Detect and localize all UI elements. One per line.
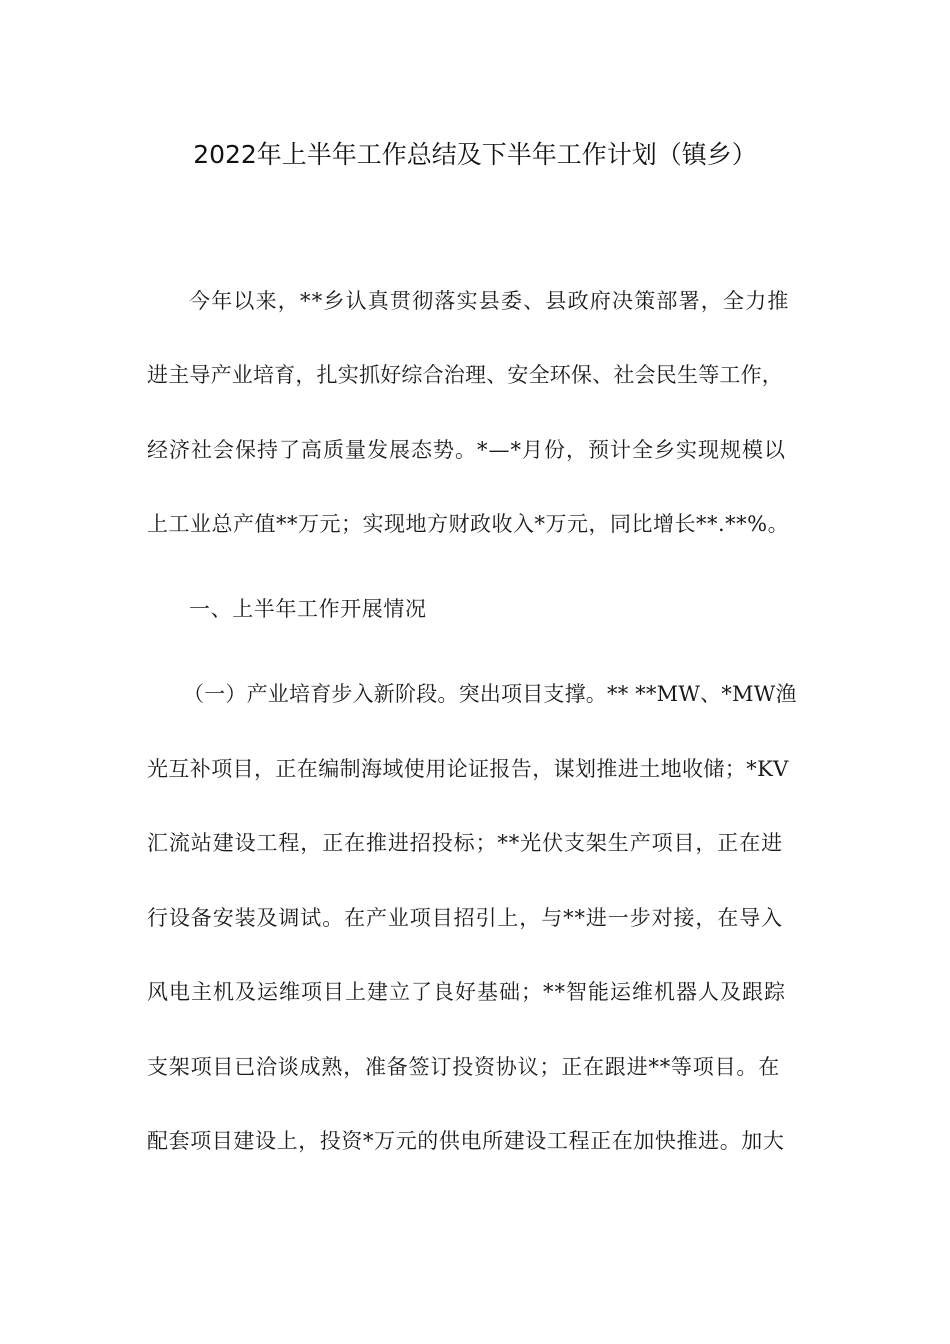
paragraph-line: 光互补项目，正在编制海域使用论证报告，谋划推进土地收储；*KV (147, 757, 789, 781)
paragraph-line: 风电主机及运维项目上建立了良好基础；**智能运维机器人及跟踪 (147, 980, 786, 1004)
paragraph-line: 经济社会保持了高质量发展态势。*—*月份，预计全乡实现规模以 (147, 438, 786, 462)
paragraph-line: 进主导产业培育，扎实抓好综合治理、安全环保、社会民生等工作， (147, 363, 783, 387)
paragraph-line: 汇流站建设工程，正在推进招投标；**光伏支架生产项目，正在进 (147, 831, 783, 855)
document-body (147, 0, 807, 1344)
paragraph-line: 行设备安装及调试。在产业项目招引上，与**进一步对接，在导入 (147, 906, 783, 930)
paragraph-line: 上工业总产值**万元；实现地方财政收入*万元，同比增长**.**%。 (147, 512, 790, 536)
paragraph-line: 配套项目建设上，投资*万元的供电所建设工程正在加快推进。加大 (147, 1129, 785, 1153)
paragraph-line: （一）产业培育步入新阶段。突出项目支撑。** **MW、*MW渔 (183, 682, 797, 706)
section-heading: 一、上半年工作开展情况 (189, 597, 427, 621)
document-title: 2022年上半年工作总结及下半年工作计划（镇乡） (193, 140, 757, 169)
paragraph-line: 支架项目已洽谈成熟，准备签订投资协议；正在跟进**等项目。在 (147, 1055, 780, 1079)
paragraph-line: 今年以来，**乡认真贯彻落实县委、县政府决策部署，全力推 (189, 289, 790, 313)
